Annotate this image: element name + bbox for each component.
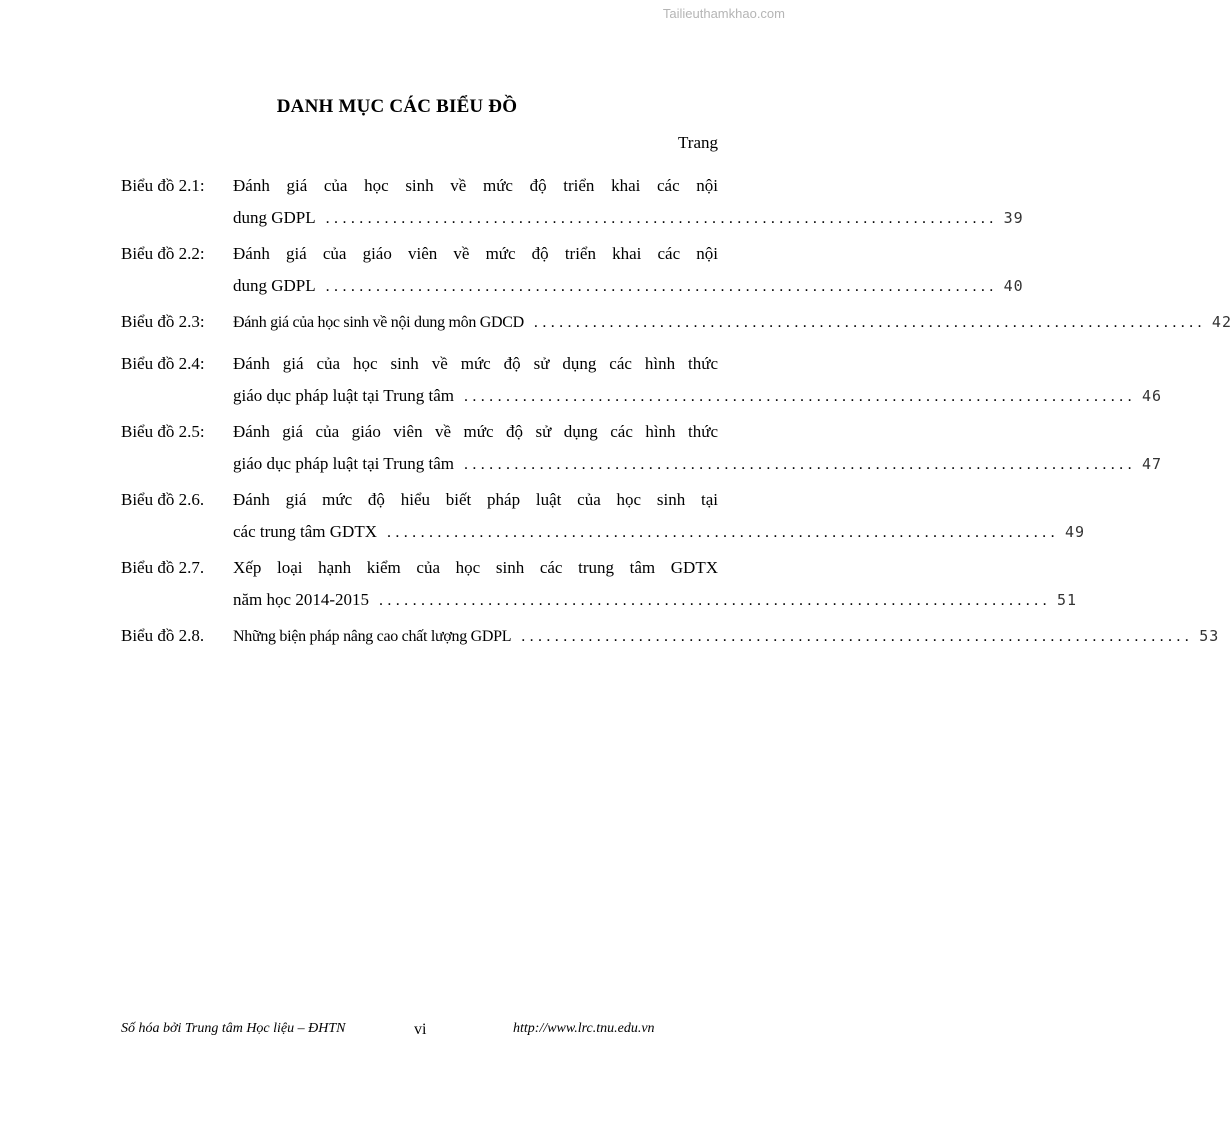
- entry-label: Biểu đồ 2.6.: [121, 490, 205, 509]
- entry-title: Đánh giá của giáo viên về mức độ triển khai các nội: [233, 244, 718, 263]
- page-column-header: Trang: [678, 133, 718, 152]
- entry-title: Đánh giá của giáo viên về mức độ sử dụng các hình thức: [233, 422, 718, 441]
- list-item[interactable]: [121, 620, 1220, 653]
- list-item[interactable]: [121, 552, 1078, 617]
- entry-title-continued: dung GDPL: [233, 208, 316, 227]
- entry-page-number: 47: [1141, 455, 1163, 473]
- entry-title-continued: giáo dục pháp luật tại Trung tâm: [233, 454, 454, 473]
- entry-title: Đánh giá của học sinh về mức độ sử dụng các hình thức: [233, 354, 718, 373]
- footer-url[interactable]: http://www.lrc.tnu.edu.vn: [513, 1021, 655, 1036]
- list-item[interactable]: [121, 170, 1024, 235]
- dot-leader: ................................................................................: [325, 278, 998, 295]
- entry-title: Đánh giá của học sinh về mức độ triển khai các nội: [233, 176, 718, 195]
- entry-page-number: 40: [1003, 277, 1024, 295]
- entry-label: Biểu đồ 2.7.: [121, 558, 205, 577]
- entry-title-continued: dung GDPL: [233, 276, 316, 295]
- entry-page-number: 51: [1056, 591, 1078, 609]
- entry-label: Biểu đồ 2.5:: [121, 422, 205, 441]
- entry-label: Biểu đồ 2.4:: [121, 354, 205, 373]
- list-item[interactable]: [121, 348, 1163, 413]
- footer-source: Số hóa bởi Trung tâm Học liệu – ĐHTN: [121, 1021, 346, 1036]
- entry-title: Đánh giá của học sinh về nội dung môn GDCD: [233, 314, 524, 331]
- entry-title: Đánh giá mức độ hiểu biết pháp luật của học sinh tại: [233, 490, 718, 509]
- entry-page-number: 46: [1141, 387, 1163, 405]
- entry-page-number: 53: [1199, 627, 1220, 645]
- entry-page-number: 49: [1064, 523, 1086, 541]
- entry-label: Biểu đồ 2.3:: [121, 312, 205, 331]
- dot-leader: ................................................................................: [463, 456, 1136, 473]
- entry-page-number: 42: [1211, 313, 1232, 331]
- list-item[interactable]: [121, 306, 1232, 339]
- entry-title-continued: các trung tâm GDTX: [233, 522, 377, 541]
- entry-title-continued: giáo dục pháp luật tại Trung tâm: [233, 386, 454, 405]
- entry-label: Biểu đồ 2.2:: [121, 244, 205, 263]
- chart-list: [121, 170, 1232, 662]
- dot-leader: ................................................................................: [533, 314, 1206, 331]
- dot-leader: ................................................................................: [386, 524, 1059, 541]
- dot-leader: ................................................................................: [521, 628, 1194, 645]
- entry-page-number: 39: [1003, 209, 1024, 227]
- list-item[interactable]: [121, 416, 1163, 481]
- list-item[interactable]: [121, 484, 1086, 549]
- list-item[interactable]: [121, 238, 1024, 303]
- watermark: Tailieuthamkhao.com: [662, 6, 785, 21]
- entry-label: Biểu đồ 2.8.: [121, 626, 205, 645]
- entry-title: Những biện pháp nâng cao chất lượng GDPL: [233, 628, 512, 645]
- dot-leader: ................................................................................: [325, 210, 998, 227]
- footer-page-number: vi: [414, 1021, 427, 1038]
- entry-title: Xếp loại hạnh kiểm của học sinh các trung tâm GDTX: [233, 558, 718, 577]
- dot-leader: ................................................................................: [378, 592, 1051, 609]
- entry-label: Biểu đồ 2.1:: [121, 176, 205, 195]
- dot-leader: ................................................................................: [463, 388, 1136, 405]
- page-footer: [121, 1021, 681, 1045]
- entry-title-continued: năm học 2014-2015: [233, 590, 369, 609]
- page-title: DANH MỤC CÁC BIỂU ĐỒ: [276, 96, 518, 117]
